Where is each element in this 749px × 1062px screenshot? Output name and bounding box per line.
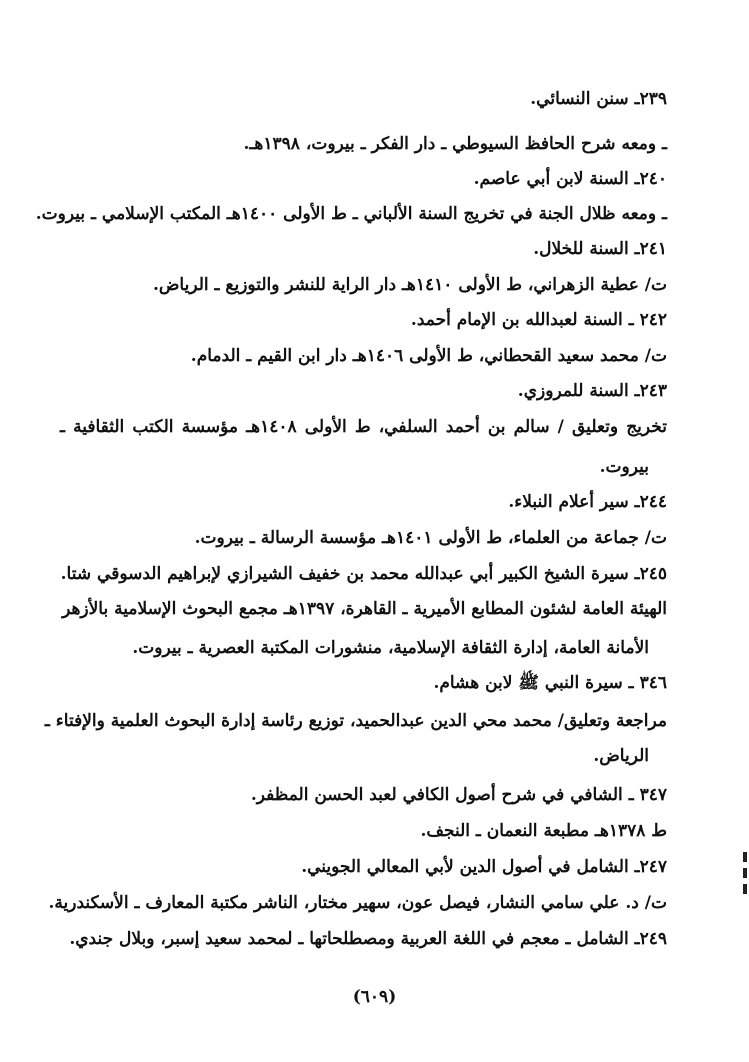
entry-241-title: ٢٤١ـ السنة للخلال. xyxy=(533,239,667,259)
entry-245-detail: الهيئة العامة لشئون المطابع الأميرية ـ القاهرة، ١٣٩٧هـ مجمع البحوث الإسلامية بالأزهر xyxy=(62,599,667,619)
entry-346-title: ٣٤٦ ـ سيرة النبي ﷺ لابن هشام. xyxy=(433,673,667,693)
page-number: (٦٠٩) xyxy=(352,987,397,1007)
entry-347-title: ٣٤٧ ـ الشافي في شرح أصول الكافي لعبد الحسن المظفر. xyxy=(250,785,667,805)
entry-239-detail: ـ ومعه شرح الحافظ السيوطي ـ دار الفكر ـ بيروت، ١٣٩٨هـ. xyxy=(243,134,667,154)
entry-249-title: ٢٤٩ـ الشامل ـ معجم في اللغة العربية ومصطلحاتها ـ لمحمد سعيد إسبر، وبلال جندي. xyxy=(69,929,667,949)
entry-242-detail: ت/ محمد سعيد القحطاني، ط الأولى ١٤٠٦هـ دار ابن القيم ـ الدمام. xyxy=(190,346,667,366)
entry-346-detail: مراجعة وتعليق/ محمد محي الدين عبدالحميد، توزيع رئاسة إدارة البحوث العلمية والإفتاء ـ xyxy=(44,711,667,731)
entry-239-title: ٢٣٩ـ سنن النسائي. xyxy=(530,89,667,109)
margin-mark xyxy=(743,852,747,862)
entry-242-title: ٢٤٢ ـ السنة لعبدالله بن الإمام أحمد. xyxy=(410,310,667,330)
entry-244-title: ٢٤٤ـ سير أعلام النبلاء. xyxy=(508,492,667,512)
entry-247-title: ٢٤٧ـ الشامل في أصول الدين لأبي المعالي الجويني. xyxy=(301,857,667,877)
entry-346-detail-cont: الرياض. xyxy=(593,746,649,766)
entry-241-detail: ت/ عطية الزهراني، ط الأولى ١٤١٠هـ دار الراية للنشر والتوزيع ـ الرياض. xyxy=(152,275,667,295)
entry-243-title: ٢٤٣ـ السنة للمروزي. xyxy=(517,381,667,401)
entry-245-title: ٢٤٥ـ سيرة الشيخ الكبير أبي عبدالله محمد بن خفيف الشيرازي لإبراهيم الدسوقي شتا. xyxy=(60,564,667,584)
entry-243-detail: تخريج وتعليق / سالم بن أحمد السلفي، ط الأولى ١٤٠٨هـ مؤسسة الكتب الثقافية ـ xyxy=(60,417,667,437)
margin-mark xyxy=(743,868,747,878)
entry-240-detail: ـ ومعه ظلال الجنة في تخريج السنة الألباني ـ ط الأولى ١٤٠٠هـ المكتب الإسلامي ـ بيروت. xyxy=(35,204,667,224)
entry-247-detail: ت/ د. علي سامي النشار، فيصل عون، سهير مختار، الناشر مكتبة المعارف ـ الأسكندرية. xyxy=(48,893,667,913)
entry-243-detail-cont: بيروت. xyxy=(599,457,649,477)
entry-245-detail-cont: الأمانة العامة، إدارة الثقافة الإسلامية، منشورات المكتبة العصرية ـ بيروت. xyxy=(132,638,649,658)
entry-347-detail: ط ١٣٧٨هـ مطبعة النعمان ـ النجف. xyxy=(420,821,667,841)
entry-244-detail: ت/ جماعة من العلماء، ط الأولى ١٤٠١هـ مؤسسة الرسالة ـ بيروت. xyxy=(194,528,667,548)
margin-mark xyxy=(743,884,747,894)
entry-240-title: ٢٤٠ـ السنة لابن أبي عاصم. xyxy=(473,169,667,189)
